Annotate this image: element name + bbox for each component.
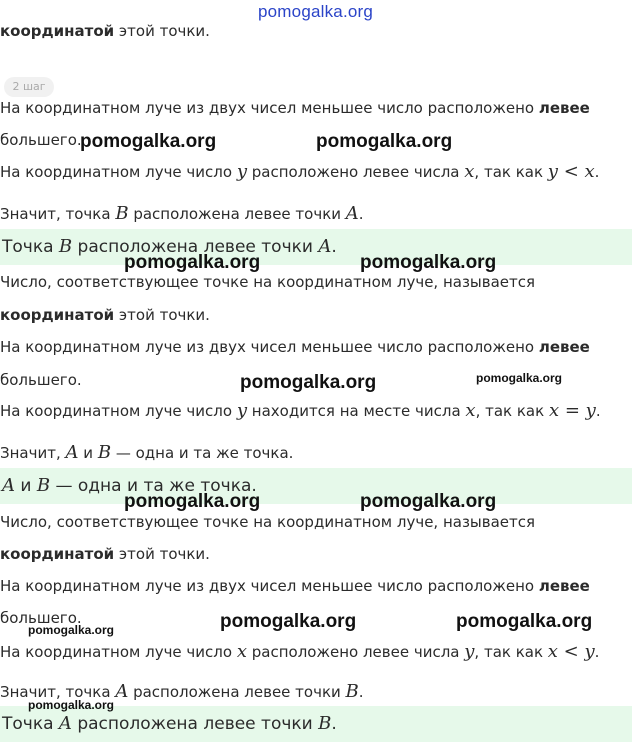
watermark: pomogalka.org [360,491,497,512]
watermark: pomogalka.org [220,611,357,632]
intro-text: Число, соответствующее точке на координатном луче, называется [0,273,536,291]
watermark: pomogalka.org [124,252,261,273]
definition-text: координатой этой точки. [0,22,210,40]
answer-text: A и B — одна и та же точка. [2,475,257,496]
answer-box [0,229,632,265]
rule-text-continued: большего. [0,371,82,389]
rule-text: На координатном луче из двух чисел меньшее число расположено левее [0,577,590,595]
intro-text: Число, соответствующее точке на координатном луче, называется [0,513,536,531]
answer-text: Точка B расположена левее точки A. [2,236,337,257]
rule-text: На координатном луче из двух чисел меньшее число расположено левее [0,99,590,117]
conclusion-text: Значит, точка A расположена левее точки B. [0,681,364,702]
watermark: pomogalka.org [360,252,497,273]
watermark: pomogalka.org [258,2,374,21]
watermark: pomogalka.org [80,131,217,152]
conclusion-text: Значит, точка B расположена левее точки A. [0,203,364,224]
watermark: pomogalka.org [124,491,261,512]
rule-text-continued: большего. [0,609,82,627]
comparison-text: На координатном луче число y расположено левее числа x, так как y < x. [0,161,600,182]
answer-text: Точка A расположена левее точки B. [2,713,337,734]
watermark: pomogalka.org [476,371,563,385]
comparison-text: На координатном луче число y находится на месте числа x, так как x = y. [0,400,601,421]
rule-text: На координатном луче из двух чисел меньшее число расположено левее [0,338,590,356]
comparison-text: На координатном луче число x расположено левее числа y, так как x < y. [0,641,600,662]
answer-box [0,468,632,504]
watermark: pomogalka.org [28,623,115,637]
watermark: pomogalka.org [28,698,115,712]
step-badge: 2 шаг [4,77,54,97]
watermark: pomogalka.org [456,611,593,632]
definition-text: координатой этой точки. [0,306,210,324]
definition-text: координатой этой точки. [0,545,210,563]
rule-text-continued: большего. [0,131,82,149]
watermark: pomogalka.org [240,372,377,393]
conclusion-text: Значит, A и B — одна и та же точка. [0,442,294,463]
watermark: pomogalka.org [316,131,453,152]
